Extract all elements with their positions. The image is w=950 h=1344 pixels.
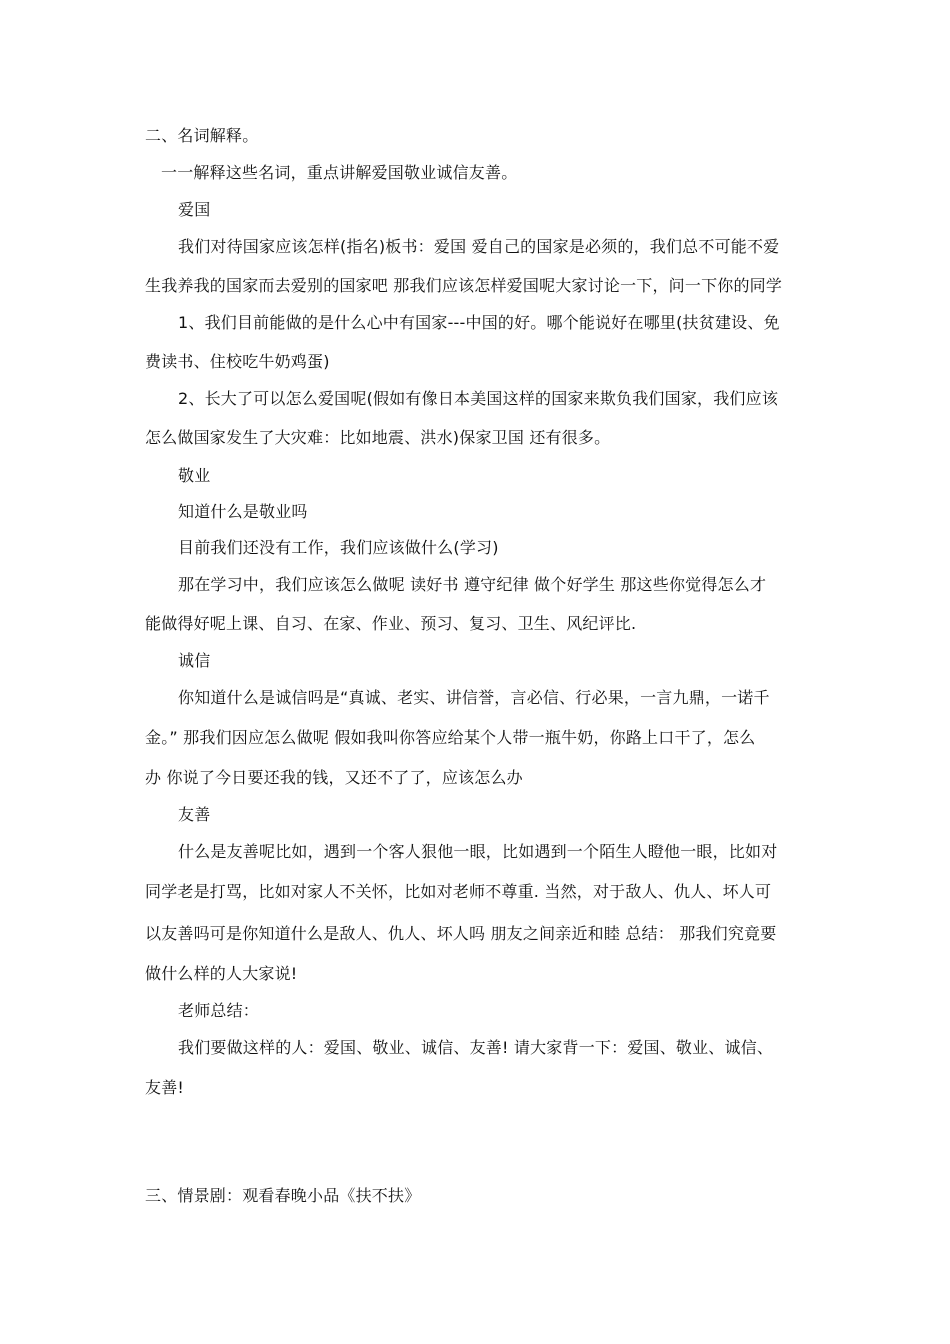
- intro-paragraph: 一一解释这些名词，重点讲解爱国敬业诚信友善。: [161, 163, 518, 182]
- jingye-paragraph-3-line-2: 能做得好呢上课、自习、在家、作业、预习、复习、卫生、风纪评比.: [145, 614, 637, 633]
- chengxin-heading: 诚信: [178, 651, 211, 670]
- aiguo-heading: 爱国: [178, 200, 211, 219]
- aiguo-paragraph-3-line-2: 怎么做国家发生了大灾难：比如地震、洪水)保家卫国 还有很多。: [145, 428, 611, 447]
- chengxin-paragraph-line-2: 金。” 那我们因应怎么做呢 假如我叫你答应给某个人带一瓶牛奶，你路上口干了，怎么: [145, 728, 756, 747]
- aiguo-paragraph-1-line-2: 生我养我的国家而去爱别的国家吧 那我们应该怎样爱国呢大家讨论一下，问一下你的同学: [145, 276, 783, 295]
- youshan-heading: 友善: [178, 805, 211, 824]
- teacher-summary-line-1: 我们要做这样的人：爱国、敬业、诚信、友善! 请大家背一下：爱国、敬业、诚信、: [178, 1038, 774, 1057]
- section-3-heading: 三、情景剧：观看春晚小品《扶不扶》: [145, 1186, 421, 1205]
- jingye-paragraph-3-line-1: 那在学习中，我们应该怎么做呢 读好书 遵守纪律 做个好学生 那这些你觉得怎么才: [178, 575, 767, 594]
- chengxin-paragraph-line-1: 你知道什么是诚信吗是“真诚、老实、讲信誉，言必信、行必果，一言九鼎，一诺千: [178, 688, 770, 707]
- teacher-summary-line-2: 友善!: [145, 1078, 185, 1097]
- jingye-paragraph-2: 目前我们还没有工作，我们应该做什么(学习): [178, 538, 499, 557]
- jingye-heading: 敬业: [178, 466, 211, 485]
- aiguo-paragraph-3-line-1: 2、长大了可以怎么爱国呢(假如有像日本美国这样的国家来欺负我们国家，我们应该: [178, 389, 779, 408]
- teacher-summary-heading: 老师总结：: [178, 1001, 260, 1020]
- aiguo-paragraph-1-line-1: 我们对待国家应该怎样(指名)板书：爱国 爱自己的国家是必须的，我们总不可能不爱: [178, 237, 780, 256]
- jingye-paragraph-1: 知道什么是敬业吗: [178, 502, 308, 521]
- aiguo-paragraph-2-line-2: 费读书、住校吃牛奶鸡蛋): [145, 352, 330, 371]
- section-2-heading: 二、名词解释。: [145, 126, 259, 145]
- youshan-paragraph-line-4: 做什么样的人大家说!: [145, 964, 298, 983]
- youshan-paragraph-line-3: 以友善吗可是你知道什么是敌人、仇人、坏人吗 朋友之间亲近和睦 总结： 那我们究竟要: [145, 924, 777, 943]
- aiguo-paragraph-2-line-1: 1、我们目前能做的是什么心中有国家---中国的好。哪个能说好在哪里(扶贫建设、免: [178, 313, 780, 332]
- chengxin-paragraph-line-3: 办 你说了今日要还我的钱，又还不了了，应该怎么办: [145, 768, 523, 787]
- youshan-paragraph-line-1: 什么是友善呢比如，遇到一个客人狠他一眼，比如遇到一个陌生人瞪他一眼，比如对: [178, 842, 778, 861]
- youshan-paragraph-line-2: 同学老是打骂，比如对家人不关怀，比如对老师不尊重. 当然，对于敌人、仇人、坏人可: [145, 882, 772, 901]
